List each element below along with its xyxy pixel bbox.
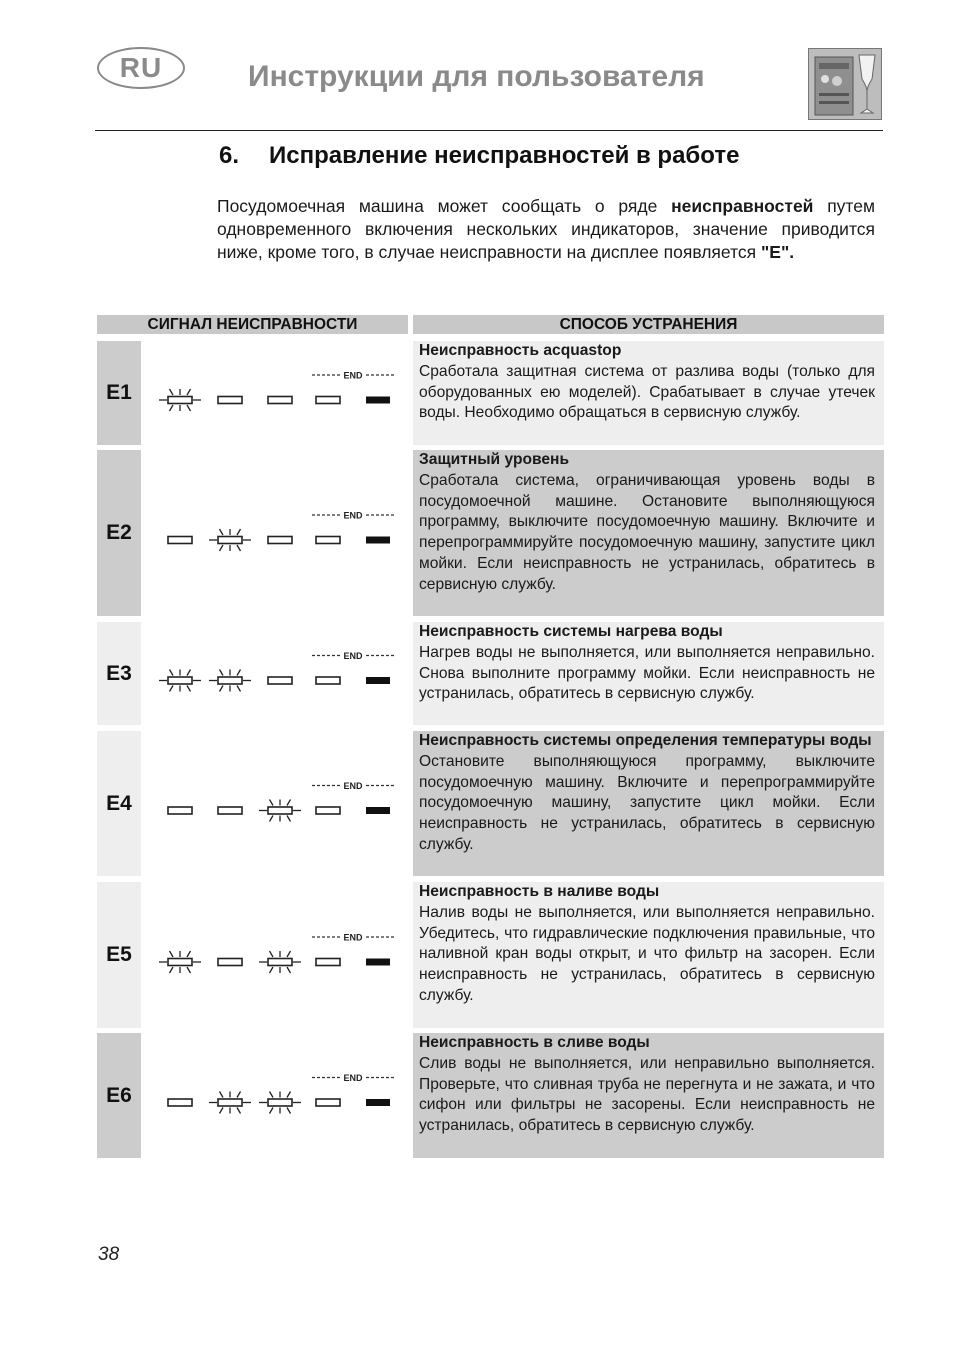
- language-badge: RU: [97, 47, 185, 89]
- page-number: 38: [98, 1244, 120, 1265]
- intro-bold-2: "E".: [760, 242, 795, 262]
- remedy-cell-e3: [413, 622, 884, 725]
- indicator-led-blink: [209, 529, 251, 551]
- intro-bold-1: неисправностей: [671, 196, 814, 216]
- led-pattern-e1: [150, 341, 400, 445]
- remedy-cell-e5: [413, 882, 884, 1028]
- end-label: END: [343, 651, 363, 661]
- indicator-led-off: [316, 959, 340, 966]
- end-label: END: [343, 370, 363, 381]
- table-header-signal: СИГНАЛ НЕИСПРАВНОСТИ: [97, 315, 408, 334]
- section-heading: Исправление неисправностей в работе: [269, 142, 740, 169]
- indicator-led-on: [366, 1099, 390, 1106]
- led-pattern-e3: [150, 622, 400, 725]
- document-title: Инструкции для пользователя: [248, 60, 705, 93]
- table-header-remedy: СПОСОБ УСТРАНЕНИЯ: [413, 315, 884, 334]
- indicator-led-on: [366, 397, 390, 404]
- indicator-led-blink: [209, 670, 251, 692]
- indicator-led-off: [316, 677, 340, 684]
- indicator-led-blink: [159, 389, 201, 411]
- led-pattern-e6: [150, 1033, 400, 1158]
- error-code-e6: E6: [97, 1033, 141, 1158]
- end-label: END: [343, 932, 363, 943]
- indicator-led-blink: [159, 951, 201, 973]
- remedy-cell-e1: [413, 341, 884, 445]
- indicator-led-on: [366, 807, 390, 814]
- remedy-title: Неисправность acquastop: [419, 342, 622, 359]
- indicator-led-blink: [259, 800, 301, 822]
- remedy-text: Остановите выполняющуюся программу, выключите посудомоечную машину. Включите и перепрограммируйте посудомоечную машину, запустите цикл мойки. Если неисправность не устранилась, обратитесь в сервисную службу.: [419, 752, 875, 853]
- indicator-led-on: [366, 677, 390, 684]
- led-pattern-e5: [150, 882, 400, 1028]
- error-code-e5: E5: [97, 882, 141, 1028]
- intro-paragraph: [217, 195, 875, 264]
- remedy-text: Слив воды не выполняется, или неправильно выполняется. Проверьте, что сливная труба не перегнута и не зажата, и что сифон или фильтры не засорены. Если неисправность не устранилась, обратитесь в сервисную службу.: [419, 1054, 875, 1135]
- indicator-led-off: [168, 807, 192, 814]
- end-label: END: [343, 781, 363, 791]
- indicator-led-blink: [209, 1092, 251, 1114]
- indicator-led-blink: [159, 670, 201, 692]
- end-label: END: [343, 1073, 363, 1083]
- indicator-led-off: [218, 807, 242, 814]
- remedy-title: Защитный уровень: [419, 451, 570, 468]
- indicator-led-blink: [259, 1092, 301, 1114]
- indicator-led-on: [366, 959, 390, 966]
- indicator-led-off: [168, 537, 192, 544]
- indicator-led-off: [168, 1099, 192, 1106]
- led-pattern-e2: [150, 450, 400, 616]
- indicator-led-blink: [259, 951, 301, 973]
- remedy-text: Сработала защитная система от разлива воды (только для оборудованных ею моделей). Срабатывает в случае утечек воды. Необходимо обращаться в сервисную службу.: [419, 362, 875, 422]
- error-code-e4: E4: [97, 731, 141, 876]
- dishwasher-icon: [808, 48, 882, 120]
- section-number: 6.: [219, 142, 240, 169]
- indicator-led-off: [268, 677, 292, 684]
- error-code-e2: E2: [97, 450, 141, 616]
- remedy-text: Сработала система, ограничивающая уровень воды в посудомоечной машине. Остановите выполняющуюся программу, выключите посудомоечную машину. Включите и перепрограммируйте посудомоечную машину, запустите цикл мойки. Если неисправность не устранилась, обратитесь в сервисную службу.: [419, 471, 875, 593]
- indicator-led-off: [268, 537, 292, 544]
- remedy-cell-e2: [413, 450, 884, 616]
- remedy-text: Нагрев воды не выполняется, или выполняется неправильно. Снова выполните программу мойки. Если неисправность не устранилась, обратитесь в сервисную службу.: [419, 643, 875, 703]
- indicator-led-on: [366, 537, 390, 544]
- remedy-cell-e4: [413, 731, 884, 876]
- end-label: END: [343, 510, 363, 521]
- remedy-title: Неисправность системы определения температуры воды: [419, 732, 872, 749]
- led-pattern-e4: [150, 731, 400, 876]
- intro-text-2: путем одновременного включения нескольких индикаторов, значение приводится ниже, кроме того, в случае неисправности на дисплее появляется: [217, 196, 876, 262]
- indicator-led-off: [316, 397, 340, 404]
- remedy-text: Налив воды не выполняется, или выполняется неправильно. Убедитесь, что гидравлические подключения правильные, что наливной кран воды открыт, и что фильтр на засорен. Если неисправность не устранилась, обратитесь в сервисную службу.: [419, 903, 875, 1004]
- error-code-e1: E1: [97, 341, 141, 445]
- remedy-cell-e6: [413, 1033, 884, 1158]
- indicator-led-off: [218, 959, 242, 966]
- indicator-led-off: [218, 397, 242, 404]
- remedy-title: Неисправность в сливе воды: [419, 1034, 650, 1051]
- remedy-title: Неисправность системы нагрева воды: [419, 623, 723, 640]
- indicator-led-off: [268, 397, 292, 404]
- header-divider: [95, 130, 883, 131]
- error-code-e3: E3: [97, 622, 141, 725]
- indicator-led-off: [316, 807, 340, 814]
- intro-text-1: Посудомоечная машина может сообщать о ряде: [217, 196, 672, 216]
- remedy-title: Неисправность в наливе воды: [419, 883, 660, 900]
- indicator-led-off: [316, 1099, 340, 1106]
- indicator-led-off: [316, 537, 340, 544]
- section-title: [219, 142, 739, 170]
